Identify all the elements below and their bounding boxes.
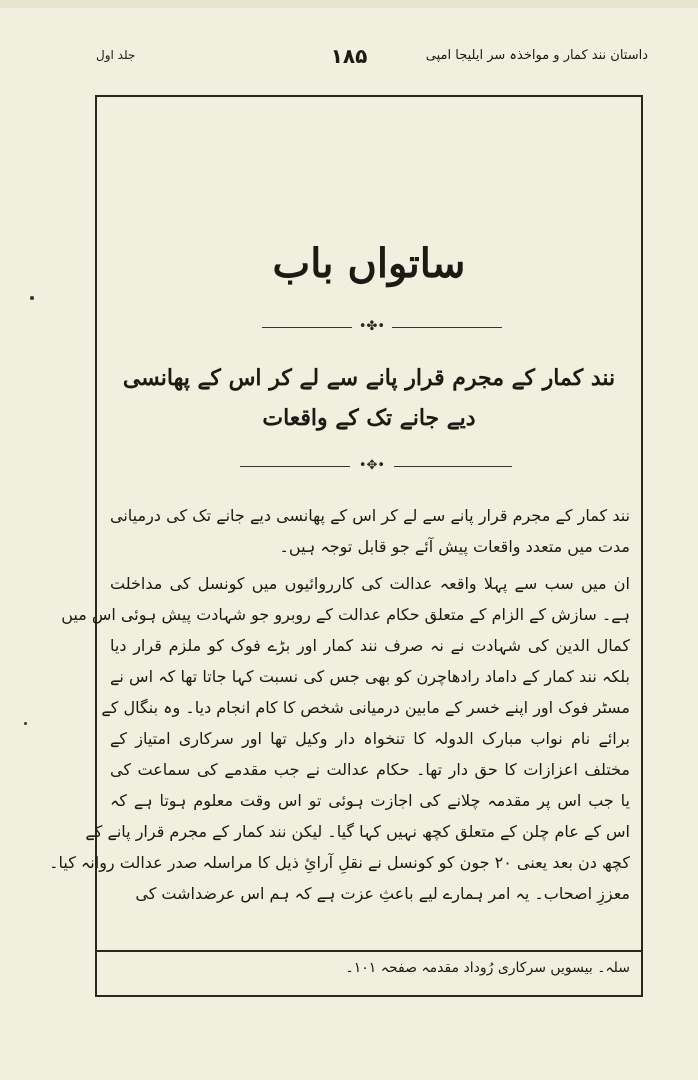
- chapter-subtitle-line-2: دیے جانے تک کے واقعات: [262, 405, 476, 431]
- text-line: نند کمار کے مجرم قرار پانے سے لے کر اس کے پھانسی دیے جانے تک کی درمیانی: [110, 506, 630, 525]
- text-line: ان میں سب سے پہلا واقعہ عدالت کی کارروائیوں میں کونسل کی مداخلت: [110, 574, 630, 593]
- body-text: [49, 500, 630, 915]
- text-line: ہے۔ سازش کے الزام کے متعلق حکام عدالت کے روبرو جو شہادت پیش ہوئی اس میں: [61, 605, 630, 624]
- scan-speck: [30, 296, 34, 300]
- ornament-rule-left-bottom: [240, 466, 350, 467]
- text-line: مسٹر فوک اور اپنے خسر کے مابین درمیانی شخص کا کام انجام دیا۔ وہ بنگال کے: [101, 698, 630, 717]
- scan-speck: [24, 722, 27, 725]
- text-line: مختلف اعزازات کا حق دار تھا۔ حکام عدالت نے جب مقدمے کی سماعت کی: [110, 760, 630, 779]
- text-line: کمال الدین کی شہادت نے نہ صرف نند کمار اور بڑے فوک کو ملزم قرار دیا: [110, 636, 630, 655]
- text-line: معززِ اصحاب۔ یہ امر ہمارے لیے باعثِ عزت ہے کہ ہم اس عرضداشت کی: [135, 884, 630, 903]
- running-header: [50, 44, 648, 78]
- paragraph-1: [110, 500, 630, 562]
- text-line: یا جب اس پر مقدمہ چلانے کی اجازت ہوئی تو اس وقت معلوم ہوتا ہے کہ: [110, 791, 630, 810]
- text-line: برائے نام نواب مبارک الدولہ کا تنخواہ دار وکیل تھا اور سرکاری امتیاز کے: [110, 729, 630, 748]
- text-line: بلکہ نند کمار کے داماد رادھاچرن کو بھی جس کی نسبت کہا جاتا تھا کہ اس نے: [110, 667, 630, 686]
- ornament-top: •✤•: [358, 319, 386, 334]
- ornament-rule-right-top: [392, 327, 502, 328]
- text-line: کچھ دن بعد یعنی ۲۰ جون کو کونسل نے نقلِ آرائِ ذیل کا مراسلہ صدر عدالت روانہ کیا۔: [49, 853, 630, 872]
- header-book-title: داستان نند کمار و مواخذہ سر ایلیجا امپی: [425, 48, 648, 63]
- page-number: ۱۸۵: [330, 44, 368, 68]
- chapter-title: ساتواں باب: [272, 240, 466, 287]
- footnote-divider: [95, 950, 643, 952]
- text-line: اس کے عام چلن کے متعلق کچھ نہیں کہا گیا۔ لیکن نند کمار کے مجرم قرار پانے کے: [85, 822, 630, 841]
- ornament-rule-right-bottom: [394, 466, 512, 467]
- footnote: سلہ۔ بیسویں سرکاری رُوداد مقدمہ صفحہ ۱۰۱۔: [345, 960, 630, 976]
- paragraph-2: [49, 568, 630, 909]
- header-volume: جلد اول: [96, 48, 136, 62]
- scan-edge: [0, 0, 698, 8]
- ornament-rule-left-top: [262, 327, 352, 328]
- chapter-subtitle-line-1: نند کمار کے مجرم قرار پانے سے لے کر اس کے پھانسی: [122, 365, 616, 391]
- text-line: مدت میں متعدد واقعات پیش آئے جو قابل توجہ ہیں۔: [279, 537, 630, 556]
- ornament-bottom: •✥•: [358, 458, 386, 473]
